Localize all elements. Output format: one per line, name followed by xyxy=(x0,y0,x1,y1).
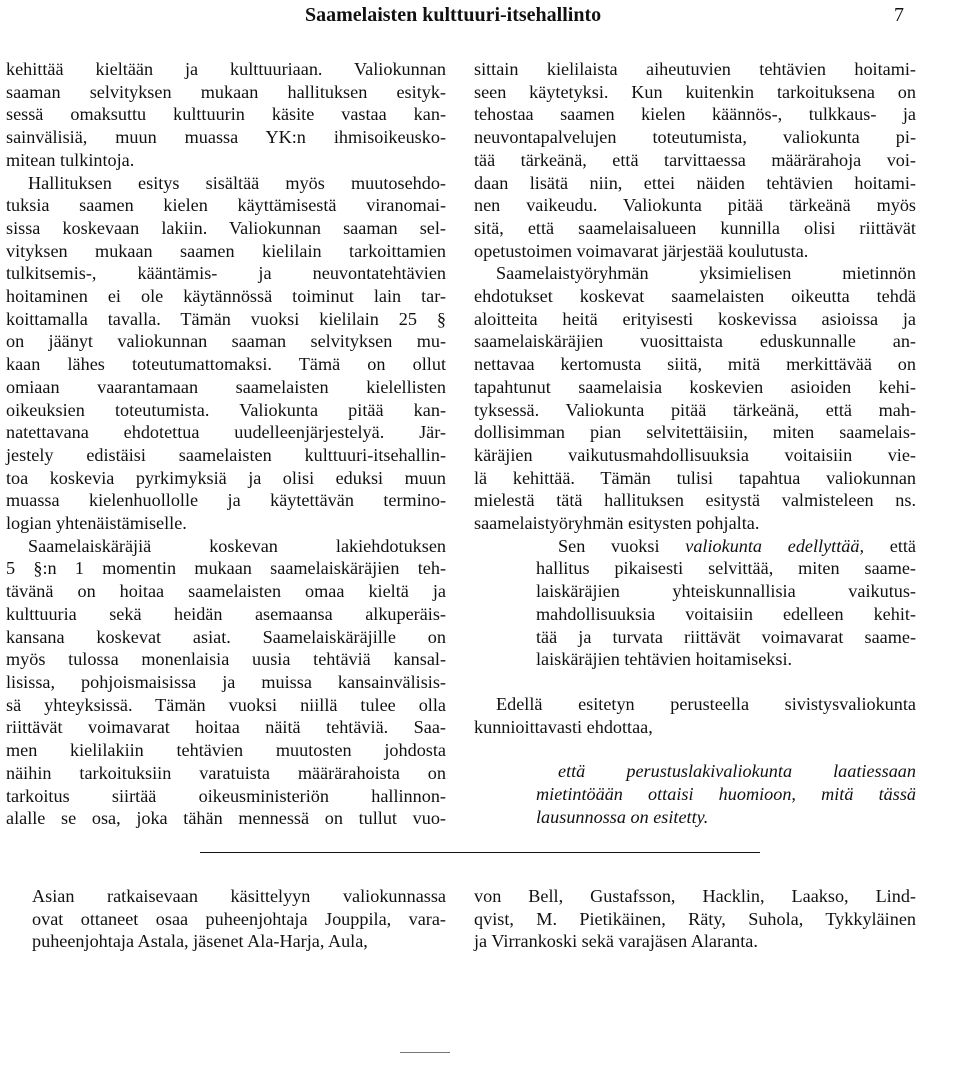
text-line: mitean tulkintoja. xyxy=(6,149,135,170)
paragraph-left-2 xyxy=(6,172,446,535)
text-line: myös tulossa monenlaisia uusia tehtäviä kansal- xyxy=(6,649,446,670)
left-column xyxy=(6,58,446,830)
text-line: opetustoimen voimavarat järjestää koulutusta. xyxy=(474,240,809,261)
text-line: nettavaa kertomusta siitä, mitä merkittävää on xyxy=(474,354,916,375)
text-line: jestely edistäisi saamelaisten kulttuuri-itsehallin- xyxy=(6,444,446,465)
text-line: ovat ottaneet osaa puheenjohtaja Jouppila, vara- xyxy=(32,908,446,929)
text-line: kaan lähes toteutumattomaksi. Tämä on ollut xyxy=(6,354,446,375)
right-column xyxy=(474,58,916,829)
footer-divider xyxy=(200,852,760,853)
text-line: näihin tarkoituksiin varatuista määrärahoista on xyxy=(6,762,446,783)
text-line: hallitus pikaisesti selvittää, miten saame- xyxy=(536,558,916,579)
text-line: mietintöään ottaisi huomioon, mitä tässä xyxy=(536,784,916,805)
proposal-quote xyxy=(474,760,916,828)
text-line: tarkoitus siirtää oikeusministeriön hallinnon- xyxy=(6,785,446,806)
text-line: koittamalla tavalla. Tämän vuoksi kielilain 25 § xyxy=(6,308,446,329)
text-line: kulttuuria sekä heidän asemaansa alkuperäis- xyxy=(6,603,446,624)
text-line: sessä omaksuttu kulttuurin käsite vastaa kan- xyxy=(6,104,446,125)
paragraph-left-1 xyxy=(6,58,446,172)
text-line: qvist, M. Pietikäinen, Räty, Suhola, Tykkyläinen xyxy=(474,908,916,929)
text-line: tapahtunut saamelaisia koskevien asioiden kehi- xyxy=(474,376,916,397)
text-line: tuksia saamen kielen käyttämisestä viranomai- xyxy=(6,195,446,216)
text-line: dollisimman pian selvitettäisiin, miten saamelais- xyxy=(474,422,916,443)
text-line: sissa koskevaan lakiin. Valiokunnan saaman sel- xyxy=(6,217,446,238)
text-line: tää tärkeänä, että tarvittaessa määrärahoja voi- xyxy=(474,149,916,170)
text-line: aloitteita heitä erityisesti koskevissa asioissa ja xyxy=(474,308,916,329)
text-line: tyksessä. Valiokunta pitää tärkeänä, että mah- xyxy=(474,399,916,420)
text-line: omiaan vaarantamaan saamelaisten kielellisten xyxy=(6,376,446,397)
text-line: daan lisätä niin, ettei näiden tehtävien hoitami- xyxy=(474,172,916,193)
text-line: ja Virrankoski sekä varajäsen Alaranta. xyxy=(474,931,758,952)
text-line: sittain kielilaista aiheutuvien tehtävien hoitami- xyxy=(474,59,916,79)
footer-left xyxy=(32,885,446,953)
page-number: 7 xyxy=(894,4,904,26)
text-line: sä yhteyksissä. Tämän vuoksi niillä tulee olla xyxy=(6,694,446,715)
text-line: von Bell, Gustafsson, Hacklin, Laakso, Lind- xyxy=(474,886,916,906)
text-line: sitä, että saamelaisalueen kunnilla olisi riittävät xyxy=(474,217,916,238)
text-line: Edellä esitetyn perusteella sivistysvaliokunta xyxy=(496,693,916,714)
text-line: kansana koskevat asiat. Saamelaiskäräjille on xyxy=(6,626,446,647)
text-line: neuvontapalvelujen toteutumista, valiokunta pi- xyxy=(474,127,916,148)
text-line: saaman selvityksen mukaan hallituksen esityk- xyxy=(6,81,446,102)
paragraph-right-3 xyxy=(474,535,916,671)
running-title: Saamelaisten kulttuuri-itsehallinto xyxy=(305,4,602,26)
text-line: käräjien vaikutusmahdollisuuksia voitaisiin vie- xyxy=(474,444,916,465)
text-line: nen vaikeudu. Valiokunta pitää tärkeänä myös xyxy=(474,195,916,216)
text-line: on jäänyt valiokunnan saaman selvityksen mu- xyxy=(6,331,446,352)
text-line: lausunnossa on esitetty. xyxy=(536,806,709,827)
text-line: tehostaa saamen kielen käännös-, tulkkaus- ja xyxy=(474,104,916,125)
text-line: tulkitsemis-, kääntämis- ja neuvontatehtävien xyxy=(6,263,446,284)
text-line: Hallituksen esitys sisältää myös muutosehdo- xyxy=(28,172,446,193)
text-line: muassa kielenhuollolle ja käytettävän termino- xyxy=(6,490,446,511)
text-line: laiskäräjien tehtävien hoitamiseksi. xyxy=(536,649,793,670)
bottom-divider xyxy=(400,1052,450,1053)
text-line: kehittää kieltään ja kulttuuriaan. Valiokunnan xyxy=(6,59,446,79)
text-line: Asian ratkaisevaan käsittelyyn valiokunnassa xyxy=(32,886,446,906)
text-line: ehdotukset koskevat saamelaisten oikeutta tehdä xyxy=(474,286,916,307)
text-line: mahdollisuuksia voitaisiin edelleen kehit- xyxy=(536,603,916,624)
text-line: lä kehittää. Tämän tulisi tapahtua valiokunnan xyxy=(474,467,916,488)
page-header xyxy=(0,0,960,32)
text-line xyxy=(536,535,916,558)
footer-right xyxy=(474,885,916,953)
text-line: lisissa, pohjoismaisissa ja muissa kansainvälisis- xyxy=(6,671,446,692)
paragraph-right-1 xyxy=(474,58,916,262)
text-line: että perustuslakivaliokunta laatiessaan xyxy=(558,761,916,782)
text-line: alalle se osa, joka tähän mennessä on tullut vuo- xyxy=(6,808,446,829)
text-line: puheenjohtaja Astala, jäsenet Ala-Harja, Aula, xyxy=(32,931,368,952)
text-line: kunnioittavasti ehdottaa, xyxy=(474,716,653,737)
text-line: tävänä on hoitaa saamelaisten omaa kieltä ja xyxy=(6,581,446,602)
paragraph-left-3 xyxy=(6,535,446,830)
text-line: oikeuksien toteutumista. Valiokunta pitää kan- xyxy=(6,399,446,420)
text-line: Saamelaistyöryhmän yksimielisen mietinnön xyxy=(496,263,916,284)
text-fragment: Sen vuoksi xyxy=(558,535,660,556)
text-line: vityksen mukaan saamen kielilain tarkoittamien xyxy=(6,240,446,261)
text-line: sainvälisiä, muun muassa YK:n ihmisoikeusko- xyxy=(6,127,446,148)
emphasis-text: valiokunta edellyttää, xyxy=(685,535,865,556)
text-line: hoitaminen ei ole käytännössä toiminut lain tar- xyxy=(6,286,446,307)
text-line: mielestä tätä hallituksen esitystä valmisteleen ns. xyxy=(474,490,916,511)
paragraph-right-2 xyxy=(474,262,916,534)
text-fragment: että xyxy=(889,535,917,556)
text-line: saamelaiskäräjien vuosittaista eduskunnalle an- xyxy=(474,331,916,352)
paragraph-right-4 xyxy=(474,693,916,738)
text-line: seen käytetyksi. Kun kuitenkin tarkoituksena on xyxy=(474,81,916,102)
text-line: men kielilakiin tehtävien muutosten johdosta xyxy=(6,740,446,761)
text-line: riittävät voimavarat hoitaa näitä tehtäviä. Saa- xyxy=(6,717,446,738)
text-line: 5 §:n 1 momentin mukaan saamelaiskäräjien teh- xyxy=(6,558,446,579)
text-line: laiskäräjien yhteiskunnallisia vaikutus- xyxy=(536,581,916,602)
text-line: logian yhtenäistämiselle. xyxy=(6,513,187,534)
text-line: saamelaistyöryhmän esitysten pohjalta. xyxy=(474,513,760,534)
text-line: natettavana ehdotettua uudelleenjärjestelyä. Jär- xyxy=(6,422,446,443)
text-line: tää ja turvata riittävät voimavarat saame- xyxy=(536,626,916,647)
text-line: Saamelaiskäräjiä koskevan lakiehdotuksen xyxy=(28,535,446,556)
text-line: toa koskevia pyrkimyksiä ja olisi eduksi muun xyxy=(6,467,446,488)
